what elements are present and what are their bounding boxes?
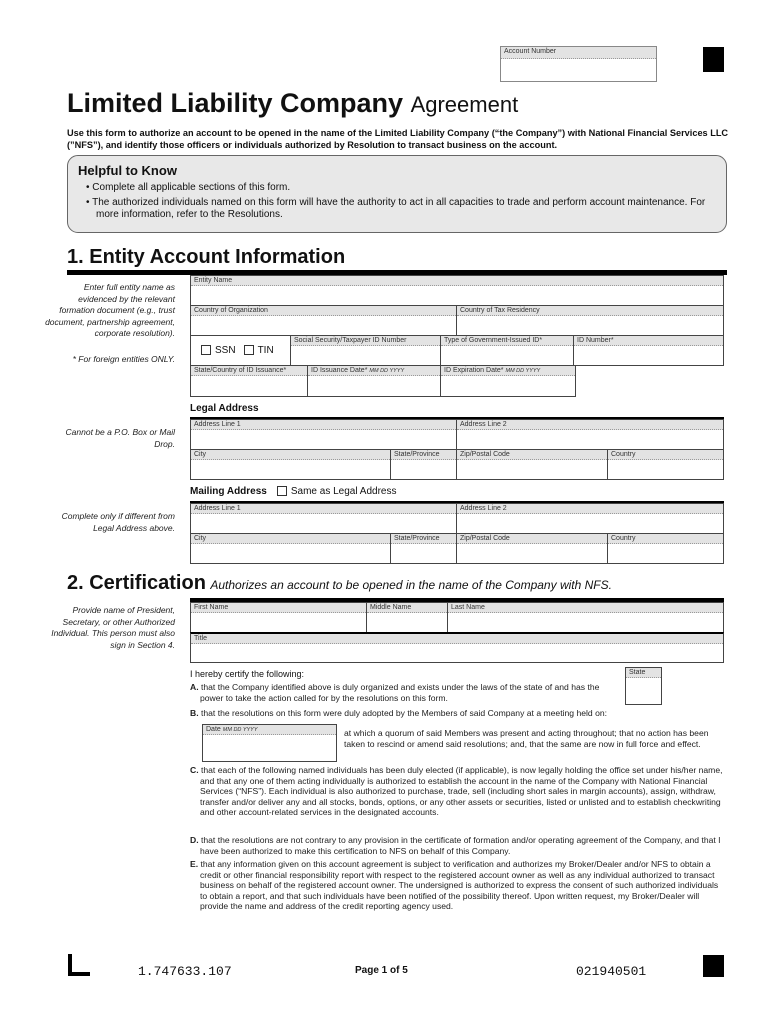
id-state-field[interactable] — [190, 365, 308, 397]
field-label: First Name — [191, 603, 366, 613]
field-label: ID Issuance Date* MM DD YYYY — [308, 366, 440, 376]
ssn-tin-number-field[interactable] — [290, 335, 441, 366]
field-label: Address Line 1 — [191, 420, 456, 430]
field-label: State/Province — [391, 450, 456, 460]
clause-c: C. that each of the following named individuals has been duly elected (if applicable), is now legally holding the office set under his/her name, and that any one of them acting individually is authorized to establish the account in the name of the Company with National Financial Services (“NFS”). Each individual is also authorized to purchase, trade, sell (including short sales in margin accounts), assign, withdraw, transfer and/or deliver any and all stocks, bonds, options, or any other assets or securities, listed or unlisted and to establish checkwriting and other account-related services in the designated accounts. — [190, 765, 723, 818]
field-label: State/Province — [391, 534, 456, 544]
account-number-field[interactable] — [500, 46, 657, 82]
entity-note: Enter full entity name as evidenced by the relevant formation document (e.g., trust document, partnership agreement, corporate resolution). — [45, 282, 175, 338]
registration-mark — [703, 47, 724, 72]
registration-mark — [703, 955, 724, 977]
field-label: Type of Government-Issued ID* — [441, 336, 573, 346]
page-number: Page 1 of 5 — [355, 965, 408, 976]
mailing-address-heading: Mailing Address Same as Legal Address — [190, 486, 397, 497]
legal-state-field[interactable] — [390, 449, 457, 480]
field-label: Date MM DD YYYY — [203, 725, 336, 735]
field-label: ID Expiration Date* MM DD YYYY — [441, 366, 575, 376]
certifier-note: Provide name of President, Secretary, or other Authorized Individual. This person must also sign in Section 4. — [51, 605, 175, 650]
helpful-title: Helpful to Know — [78, 163, 177, 178]
middle-name-field[interactable] — [366, 602, 448, 633]
country-tax-field[interactable] — [456, 305, 724, 336]
meeting-date-field[interactable] — [202, 724, 337, 762]
last-name-field[interactable] — [447, 602, 724, 633]
clause-e: E. that any information given on this account agreement is subject to verification and authorizes my Broker/Dealer and/or NFS to obtain a credit or other financial responsibility report with respect to the registered account owner as well as any individual authorized to transact business on behalf of the registered account owner. The undersigned is authorized to express the consent of such authorized individuals to obtain a report, and that such individuals have been notified of the possibility thereof. Upon written request, my Broker/Dealer will provide the name and address of the credit reporting agency used. — [190, 859, 719, 912]
foreign-note: * For foreign entities ONLY. — [72, 354, 175, 364]
field-label: Country — [608, 450, 723, 460]
legal-addr1-field[interactable] — [190, 419, 457, 450]
intro-text: Use this form to authorize an account to be opened in the name of the Limited Liability Company (“the Company”) with National Financial Services LLC (”NFS”), and identify those officers or individuals authorized by Resolution to transact business on the account. — [67, 128, 729, 150]
field-label: State/Country of ID Issuance* — [191, 366, 307, 376]
mail-addr2-field[interactable] — [456, 503, 724, 534]
mail-state-field[interactable] — [390, 533, 457, 564]
legal-address-heading: Legal Address — [190, 403, 259, 414]
mail-addr1-field[interactable] — [190, 503, 457, 534]
section-1-title: 1. Entity Account Information — [67, 246, 346, 268]
country-org-field[interactable] — [190, 305, 457, 336]
title-field[interactable] — [190, 632, 724, 663]
field-label: Address Line 2 — [457, 504, 723, 514]
mailing-note: Complete only if different from Legal Address above. — [61, 511, 175, 533]
field-label: ID Number* — [574, 336, 723, 346]
id-issue-date-field[interactable] — [307, 365, 441, 397]
legal-country-field[interactable] — [607, 449, 724, 480]
clause-d: D. that the resolutions are not contrary to any provision in the certificate of formation and/or operating agreement of the Company, and that I have been authorized to make this certification to NFS on behalf of this Company. — [190, 835, 721, 856]
mail-country-field[interactable] — [607, 533, 724, 564]
page-title: Limited Liability Company Agreement — [67, 88, 519, 118]
state-field[interactable] — [625, 667, 662, 705]
clause-b-continued: at which a quorum of said Members was present and acting throughout; that no action has been taken to rescind or amend said resolutions; and, that the same are now in full force and effect. — [344, 728, 709, 749]
helpful-item: • The authorized individuals named on this form will have the authority to act in all capacities to trade and perform account maintenance. For more information, refer to the Resolutions. — [86, 196, 706, 220]
corner-mark — [68, 954, 90, 976]
field-label: Country — [608, 534, 723, 544]
first-name-field[interactable] — [190, 602, 367, 633]
helpful-box — [67, 155, 727, 233]
field-label: Zip/Postal Code — [457, 534, 607, 544]
legal-note: Cannot be a P.O. Box or Mail Drop. — [65, 427, 175, 449]
legal-zip-field[interactable] — [456, 449, 608, 480]
field-label: Last Name — [448, 603, 723, 613]
helpful-item: • Complete all applicable sections of this form. — [86, 182, 291, 193]
mail-city-field[interactable] — [190, 533, 391, 564]
barcode-number: 021940501 — [576, 964, 647, 979]
field-label: Social Security/Taxpayer ID Number — [291, 336, 440, 346]
field-label: Address Line 2 — [457, 420, 723, 430]
clause-b: B. that the resolutions on this form were duly adopted by the Members of said Company at a meeting held on: — [190, 708, 608, 718]
field-label: Account Number — [501, 47, 656, 59]
id-number-field[interactable] — [573, 335, 724, 366]
certify-intro: I hereby certify the following: — [190, 669, 305, 679]
field-label: Title — [191, 634, 723, 644]
legal-addr2-field[interactable] — [456, 419, 724, 450]
field-label: City — [191, 534, 390, 544]
form-code: 1.747633.107 — [138, 964, 232, 979]
field-label: City — [191, 450, 390, 460]
same-as-legal-checkbox[interactable] — [277, 486, 287, 496]
field-label: Zip/Postal Code — [457, 450, 607, 460]
mail-zip-field[interactable] — [456, 533, 608, 564]
field-label: State — [626, 668, 661, 678]
tin-checkbox[interactable] — [244, 345, 254, 355]
gov-id-type-field[interactable] — [440, 335, 574, 366]
ssn-tin-choice: SSN TIN — [190, 335, 291, 366]
field-label: Middle Name — [367, 603, 447, 613]
id-exp-date-field[interactable] — [440, 365, 576, 397]
field-label: Country of Organization — [191, 306, 456, 316]
clause-a: A. that the Company identified above is duly organized and exists under the laws of the state of and has the power to take the action called for by the resolutions on this form. — [190, 682, 600, 703]
field-label: Country of Tax Residency — [457, 306, 723, 316]
field-label: Address Line 1 — [191, 504, 456, 514]
entity-name-field[interactable] — [190, 275, 724, 306]
legal-city-field[interactable] — [190, 449, 391, 480]
field-label: Entity Name — [191, 276, 723, 286]
ssn-checkbox[interactable] — [201, 345, 211, 355]
section-2-title: 2. Certification Authorizes an account to be opened in the name of the Company with NFS. — [67, 572, 612, 594]
